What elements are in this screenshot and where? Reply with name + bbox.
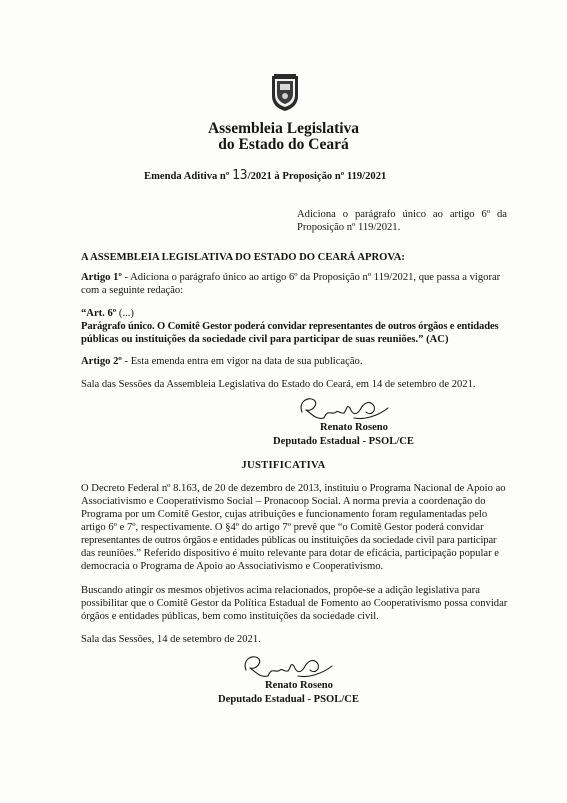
justification-p1-line5: representantes de outros órgãos e entidades públicas ou instituições da sociedade civil para participar xyxy=(81,535,497,546)
justification-p2-line3: órgãos e entidades públicas, bem como instituições da sociedade civil. xyxy=(81,611,379,622)
quoted-article-open xyxy=(81,307,134,320)
justification-p1-line1: O Decreto Federal nº 8.163, de 20 de dezembro de 2013, instituiu o Programa Nacional de Apoio ao xyxy=(81,483,506,494)
quoted-paragraph-line2: públicas ou instituições da sociedade civil para participar de suas reuniões.” (AC) xyxy=(81,334,449,345)
organization-name-line1: Assembleia Legislativa xyxy=(207,120,360,137)
article2 xyxy=(81,355,363,368)
signature-1-role: Deputado Estadual - PSOL/CE xyxy=(273,436,414,447)
quoted-article-number: “Art. 6º xyxy=(81,308,117,319)
summary-line1: Adiciona o parágrafo único ao artigo 6º da xyxy=(297,209,507,220)
crest-icon xyxy=(270,74,300,112)
article1-line1 xyxy=(81,271,506,284)
amendment-title-suffix: /2021 à Proposição nº 119/2021 xyxy=(247,171,387,182)
signature-1-name: Renato Roseno xyxy=(320,422,388,433)
session-line: Sala das Sessões da Assembleia Legislativa do Estado do Ceará, em 14 de setembro de 2021. xyxy=(81,379,476,390)
justification-p1-line7: democracia o Programa de Apoio ao Associativismo e Cooperativismo. xyxy=(81,561,384,572)
quoted-paragraph-line1: Parágrafo único. O Comitê Gestor poderá convidar representantes de outros órgãos e entidades xyxy=(81,321,499,332)
signature-2-role: Deputado Estadual - PSOL/CE xyxy=(218,694,359,705)
organization-name-line2: do Estado do Ceará xyxy=(218,136,349,153)
justification-heading: JUSTIFICATIVA xyxy=(241,460,326,471)
article1-label: Artigo 1º xyxy=(81,272,122,283)
approval-heading: A ASSEMBLEIA LEGISLATIVA DO ESTADO DO CEARÁ APROVA: xyxy=(81,252,405,263)
article2-label: Artigo 2º xyxy=(81,356,122,367)
justification-p1-line6: das reuniões.” Referido dispositivo é muito relevante para dotar de eficácia, participação popular e xyxy=(81,548,499,559)
justification-p2-line2: possibilitar que o Comitê Gestor da Política Estadual de Fomento ao Cooperativismo possa convidar xyxy=(81,598,508,609)
signature-1-icon xyxy=(294,394,394,424)
article1-line2: com a seguinte redação: xyxy=(81,285,184,296)
article2-text: - Esta emenda entra em vigor na data de sua publicação. xyxy=(121,356,363,367)
justification-p1-line4: artigo 6º e 7º, respectivamente. O §4º do artigo 7º prevê que “o Comitê Gestor poderá convidar xyxy=(81,522,484,533)
justification-p1-line2: Associativismo e Cooperativismo Social – Pronacoop Social. A norma previa a coordenação do xyxy=(81,496,486,507)
signature-2-icon xyxy=(238,652,338,682)
quoted-article-ellipsis: (...) xyxy=(116,308,134,319)
article1-text: - Adiciona o parágrafo único ao artigo 6º da Proposição nº 119/2021, que passa a vigorar xyxy=(121,272,501,283)
amendment-title-prefix: Emenda Aditiva nº xyxy=(144,171,232,182)
justification-p1-line3: Programa por um Comitê Gestor, cujas atribuições e funcionamento foram regulamentadas pelo xyxy=(81,509,488,520)
justification-p2-line1: Buscando atingir os mesmos objetivos acima relacionados, propõe-se a adição legislativa para xyxy=(81,585,480,596)
closing-line: Sala das Sessões, 14 de setembro de 2021. xyxy=(81,634,261,645)
amendment-handwritten-number: 13 xyxy=(231,168,248,183)
signature-2-name: Renato Roseno xyxy=(265,680,333,691)
amendment-title xyxy=(144,169,386,183)
summary-line2: Proposição nº 119/2021. xyxy=(297,222,401,233)
